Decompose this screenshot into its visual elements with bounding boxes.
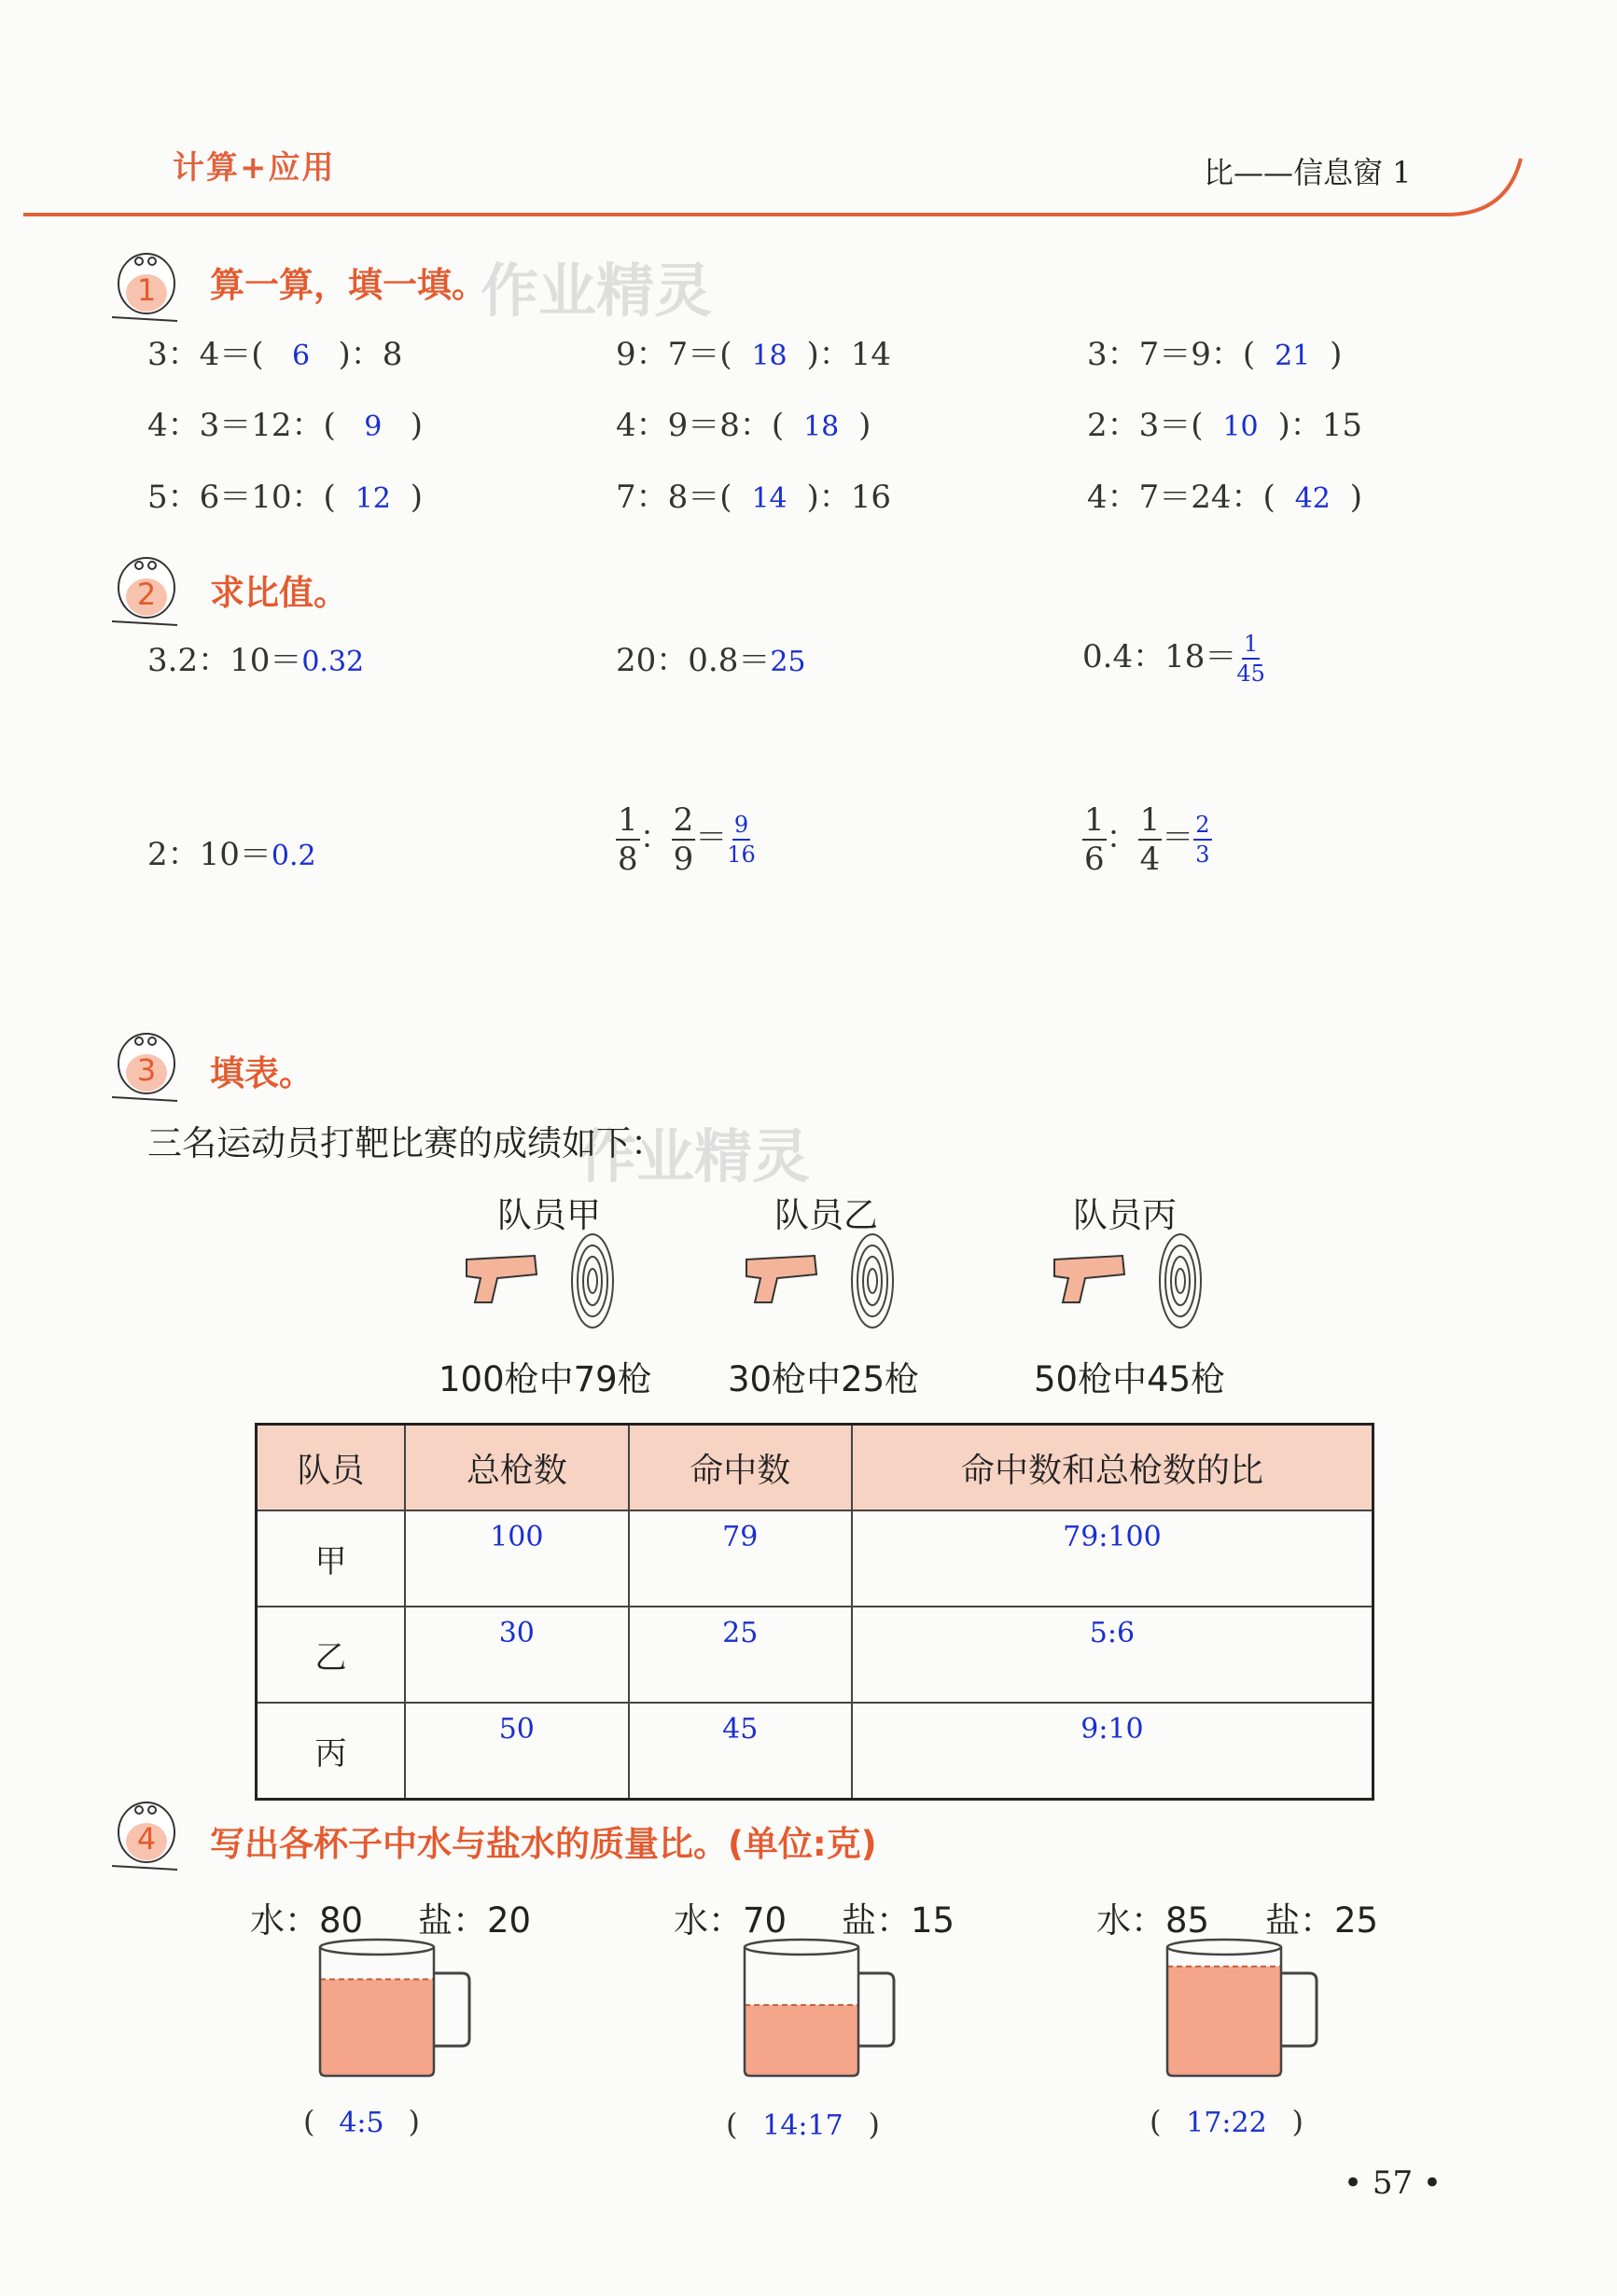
table-cell: 甲 bbox=[257, 1510, 406, 1607]
table-cell: 45 bbox=[629, 1703, 852, 1800]
answer: 42 bbox=[1294, 482, 1331, 515]
fill-item: 7：8＝( 14 )：16 bbox=[616, 479, 892, 516]
section2-title: 求比值。 bbox=[210, 573, 348, 613]
player-name: 队员丙 bbox=[1073, 1195, 1177, 1235]
fill-item: 4：7＝24：( 42 ) bbox=[1087, 479, 1363, 516]
player-name: 队员乙 bbox=[774, 1195, 878, 1235]
table-cell: 25 bbox=[629, 1607, 852, 1703]
fill-item: 4：9＝8：( 18 ) bbox=[616, 407, 871, 444]
bird-badge-icon bbox=[107, 1793, 182, 1877]
table-header-row bbox=[257, 1425, 1373, 1511]
answer: 0.2 bbox=[271, 840, 316, 872]
fill-item: 2：3＝( 10 )：15 bbox=[1087, 407, 1363, 444]
cup-water-label: 水：85 bbox=[1096, 1900, 1210, 1941]
table-cell: 丙 bbox=[257, 1703, 406, 1800]
cup-answer: ( 4:5 ) bbox=[303, 2104, 420, 2139]
cup-salt-label: 盐：20 bbox=[418, 1900, 532, 1941]
section-number: 2 bbox=[136, 577, 157, 612]
table-cell: 79 bbox=[629, 1510, 852, 1607]
answer: 17:22 bbox=[1186, 2107, 1267, 2139]
answer: 0.32 bbox=[301, 646, 365, 678]
ratio-item-4: 2：10＝0.2 bbox=[147, 836, 316, 873]
table-cell: 50 bbox=[405, 1703, 628, 1800]
section-number: 3 bbox=[136, 1052, 157, 1088]
cup-salt-label: 盐：15 bbox=[842, 1900, 955, 1941]
cup-handle bbox=[434, 1973, 469, 2046]
page-number: • 57 • bbox=[1344, 2164, 1442, 2202]
watermark: 作业精灵 bbox=[481, 257, 713, 325]
fill-item: 5：6＝10：( 12 ) bbox=[147, 479, 424, 516]
score-table bbox=[255, 1423, 1374, 1801]
cup-rim bbox=[745, 1940, 858, 1955]
header-right-title: 比——信息窗 1 bbox=[1204, 155, 1412, 190]
gun-and-target-icon bbox=[742, 1230, 900, 1332]
table-cell: 30 bbox=[405, 1607, 628, 1703]
gun-and-target-icon bbox=[1050, 1230, 1208, 1332]
ratio-item-2: 20：0.8＝25 bbox=[616, 642, 806, 679]
gun-and-target-icon bbox=[462, 1230, 620, 1332]
answer-fraction: $\frac{1}{45}$ bbox=[1236, 631, 1265, 687]
answer: 18 bbox=[803, 410, 840, 443]
player-result: 30枪中25枪 bbox=[728, 1359, 920, 1399]
cup-icon bbox=[737, 1936, 905, 2085]
answer-fraction: $\frac{2}{3}$ bbox=[1195, 812, 1210, 868]
player-result: 100枪中79枪 bbox=[439, 1359, 652, 1399]
section1-title: 算一算，填一填。 bbox=[210, 265, 486, 305]
cup-liquid bbox=[320, 1980, 434, 2077]
table-cell: 100 bbox=[405, 1510, 628, 1607]
answer: 21 bbox=[1275, 340, 1311, 372]
answer: 9 bbox=[364, 410, 383, 443]
player-name: 队员甲 bbox=[497, 1195, 601, 1235]
bird-badge-icon bbox=[107, 1024, 182, 1108]
answer: 25 bbox=[770, 646, 806, 678]
cup-liquid bbox=[1167, 1967, 1281, 2076]
table-cell: 5:6 bbox=[852, 1607, 1373, 1703]
watermark: 作业精灵 bbox=[578, 1122, 811, 1190]
cup-rim bbox=[1167, 1940, 1281, 1955]
cup-handle bbox=[858, 1973, 894, 2046]
section3-title: 填表。 bbox=[210, 1053, 314, 1093]
cup-rim bbox=[320, 1940, 434, 1955]
answer: 6 bbox=[291, 340, 311, 372]
answer: 12 bbox=[355, 482, 391, 515]
cup-icon bbox=[1160, 1936, 1328, 2085]
fill-item: 9：7＝( 18 )：14 bbox=[616, 336, 892, 373]
cup-handle bbox=[1281, 1973, 1317, 2046]
answer: 4:5 bbox=[339, 2107, 384, 2139]
answer: 14 bbox=[751, 482, 788, 515]
answer: 14:17 bbox=[762, 2109, 843, 2142]
cup-liquid bbox=[745, 2005, 858, 2076]
cup-answer: ( 14:17 ) bbox=[726, 2107, 880, 2142]
player-result: 50枪中45枪 bbox=[1034, 1359, 1226, 1399]
section-number: 4 bbox=[136, 1821, 157, 1857]
ratio-item-5: $\frac{1}{8}$ ： $\frac{2}{9}$ ＝ $\frac{9}{16}$ bbox=[618, 801, 756, 878]
cup-icon bbox=[313, 1936, 481, 2085]
table-header: 命中数和总枪数的比 bbox=[852, 1425, 1373, 1511]
table-cell: 79:100 bbox=[852, 1510, 1373, 1607]
table-header: 队员 bbox=[257, 1425, 406, 1511]
bird-badge-icon bbox=[107, 549, 182, 633]
bird-badge-icon bbox=[107, 244, 182, 328]
fill-item: 4：3＝12：( 9 ) bbox=[147, 407, 424, 444]
fill-item: 3：7＝9：( 21 ) bbox=[1087, 336, 1343, 373]
answer: 10 bbox=[1222, 410, 1259, 443]
header-left-title: 计算+应用 bbox=[173, 149, 336, 187]
ratio-item-6: $\frac{1}{6}$ ： $\frac{1}{4}$ ＝ $\frac{2}{3}$ bbox=[1084, 801, 1210, 878]
ratio-item-3: 0.4：18＝ $\frac{1}{45}$ bbox=[1082, 631, 1265, 687]
section4-title: 写出各杯子中水与盐水的质量比。(单位:克) bbox=[210, 1824, 877, 1864]
section3-intro: 三名运动员打靶比赛的成绩如下： bbox=[147, 1123, 665, 1163]
table-header: 命中数 bbox=[629, 1425, 852, 1511]
cup-salt-label: 盐：25 bbox=[1265, 1900, 1379, 1941]
table-header: 总枪数 bbox=[405, 1425, 628, 1511]
ratio-item-1: 3.2：10＝0.32 bbox=[147, 642, 365, 679]
table-row bbox=[257, 1703, 1373, 1800]
section-number: 1 bbox=[136, 272, 157, 308]
table-cell: 9:10 bbox=[852, 1703, 1373, 1800]
table-cell: 乙 bbox=[257, 1607, 406, 1703]
fill-item: 3：4＝( 6 )：8 bbox=[147, 336, 403, 373]
answer-fraction: $\frac{9}{16}$ bbox=[727, 812, 756, 868]
table-row bbox=[257, 1607, 1373, 1703]
cup-water-label: 水：80 bbox=[250, 1900, 364, 1941]
answer: 18 bbox=[751, 340, 788, 372]
cup-answer: ( 17:22 ) bbox=[1150, 2104, 1303, 2139]
table-row bbox=[257, 1510, 1373, 1607]
header-rule bbox=[23, 140, 1535, 224]
cup-water-label: 水：70 bbox=[674, 1900, 788, 1941]
